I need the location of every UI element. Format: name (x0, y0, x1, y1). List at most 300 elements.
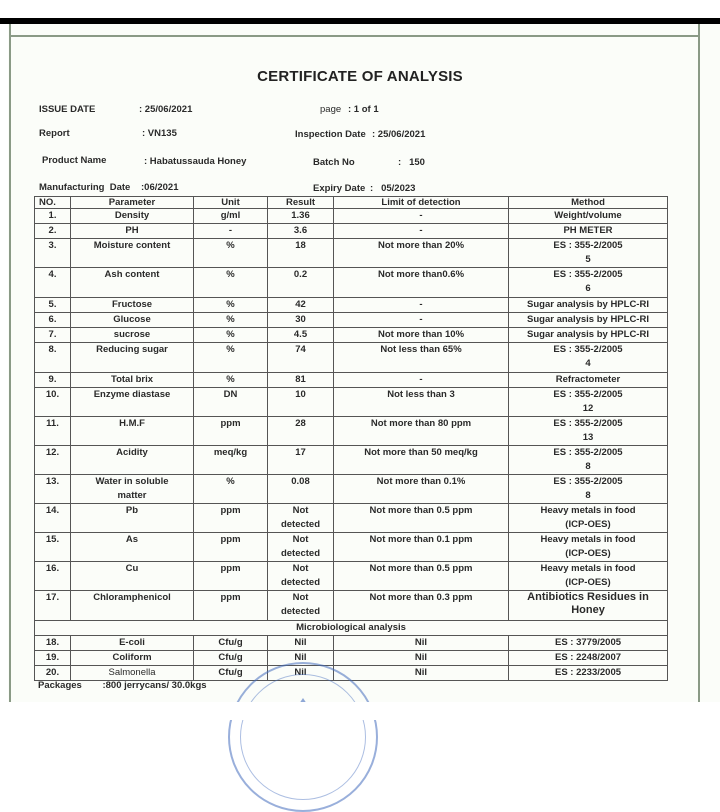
result-cell-text: Nil (294, 667, 307, 678)
result-cell-text: 10 (295, 389, 306, 400)
row-number-text: 8. (48, 344, 57, 355)
table-row (35, 636, 668, 651)
limit-cell (334, 224, 509, 239)
result-cell-text: 81 (295, 374, 306, 385)
row-number (35, 666, 71, 681)
row-number (35, 298, 71, 313)
row-number (35, 373, 71, 388)
row-number (35, 417, 71, 446)
result-cell-text: 28 (295, 418, 306, 429)
limit-cell-text: Not more than 0.3 ppm (369, 592, 473, 603)
limit-cell-text: Nil (414, 637, 428, 648)
limit-cell-text: Not less than 65% (380, 344, 462, 355)
row-number (35, 209, 71, 224)
limit-cell-text: Not more than 50 meq/kg (364, 447, 478, 458)
parameter-cell (71, 562, 194, 591)
limit-cell (334, 591, 509, 621)
row-number (35, 475, 71, 504)
limit-cell (334, 651, 509, 666)
unit-cell-text: ppm (220, 505, 241, 516)
row-number-text: 4. (48, 269, 57, 280)
limit-cell (334, 313, 509, 328)
section-title-microbiological: Microbiological analysis (35, 621, 668, 636)
row-number (35, 224, 71, 239)
method-cell-text: ES : 2248/2007 (554, 652, 622, 663)
unit-cell-text: ppm (220, 563, 241, 574)
parameter-cell-text: Salmonella (108, 667, 156, 678)
method-cell (509, 562, 668, 591)
unit-cell-text: % (226, 476, 235, 487)
parameter-cell-text: Glucose (113, 314, 151, 325)
parameter-cell (71, 268, 194, 298)
row-number (35, 239, 71, 268)
unit-cell-text: % (226, 269, 235, 280)
method-cell-text: Antibiotics Residues in (527, 591, 649, 603)
row-number-text: 18. (45, 637, 60, 648)
parameter-cell-text-line2: matter (117, 490, 147, 501)
unit-cell-text: Cfu/g (218, 637, 243, 648)
parameter-cell-text: Density (114, 210, 150, 221)
parameter-cell-text: sucrose (113, 329, 151, 340)
method-cell (509, 239, 668, 268)
method-cell-text-line2: 6 (585, 283, 591, 294)
row-number-text: 1. (48, 210, 57, 221)
table-row (35, 417, 668, 446)
table-row (35, 239, 668, 268)
column-header-no: NO. (35, 197, 71, 209)
result-cell (268, 343, 334, 373)
method-cell-text-line2: (ICP-OES) (565, 577, 611, 588)
limit-cell-text: - (419, 225, 423, 236)
limit-cell-text: Not more than 0.1% (376, 476, 466, 487)
unit-cell (194, 562, 268, 591)
parameter-cell-text: E-coli (119, 637, 145, 648)
result-cell-text: 17 (295, 447, 306, 458)
method-cell-text-line2: 8 (585, 490, 591, 501)
column-header-method: Method (509, 197, 668, 209)
row-number-text: 11. (46, 418, 59, 429)
parameter-cell-text: Pb (125, 505, 139, 516)
unit-cell-text: ppm (220, 592, 241, 603)
method-cell (509, 343, 668, 373)
unit-cell-text: ppm (220, 418, 241, 429)
column-header-unit: Unit (194, 197, 268, 209)
result-cell-text-line2: detected (280, 519, 321, 530)
limit-cell (334, 562, 509, 591)
manufacturing-date-value: :06/2021 (141, 182, 179, 193)
result-cell (268, 417, 334, 446)
method-cell-text: ES : 355-2/2005 (553, 240, 623, 251)
row-number (35, 636, 71, 651)
limit-cell (334, 373, 509, 388)
method-cell-text: Sugar analysis by HPLC-RI (527, 314, 649, 325)
method-cell (509, 666, 668, 681)
method-cell-text: Sugar analysis by HPLC-RI (527, 329, 649, 340)
table-row (35, 313, 668, 328)
result-cell-text: 30 (295, 314, 306, 325)
row-number (35, 268, 71, 298)
unit-cell (194, 388, 268, 417)
unit-cell-text: DN (223, 389, 238, 400)
parameter-cell-text: Coliform (112, 652, 152, 663)
result-cell-text-line2: detected (280, 577, 321, 588)
parameter-cell-text: Chloramphenicol (93, 592, 171, 603)
parameter-cell (71, 533, 194, 562)
table-row (35, 446, 668, 475)
unit-cell (194, 224, 268, 239)
limit-cell (334, 268, 509, 298)
parameter-cell-text: Water in soluble (95, 476, 169, 487)
analysis-table (34, 196, 668, 681)
method-cell (509, 533, 668, 562)
product-name-value: : Habatussauda Honey (144, 156, 247, 167)
inspection-date-value: : 25/06/2021 (372, 129, 426, 140)
unit-cell (194, 475, 268, 504)
unit-cell-text: % (226, 344, 235, 355)
result-cell-text: 42 (295, 299, 306, 310)
unit-cell (194, 239, 268, 268)
limit-cell (334, 298, 509, 313)
method-cell-text-line2: 12 (582, 403, 594, 414)
parameter-cell (71, 636, 194, 651)
unit-cell (194, 504, 268, 533)
parameter-cell-text: Fructose (111, 299, 153, 310)
table-row (35, 268, 668, 298)
limit-cell-text: Not more than 20% (377, 240, 465, 251)
table-row (35, 666, 668, 681)
parameter-cell-text: Ash content (104, 269, 160, 280)
column-header-parameter: Parameter (71, 197, 194, 209)
inspection-date-label: Inspection Date (295, 129, 366, 140)
result-cell-text: Not (292, 563, 309, 574)
table-header-row (35, 197, 668, 209)
method-cell-text: ES : 355-2/2005 (553, 447, 623, 458)
method-cell (509, 313, 668, 328)
row-number (35, 388, 71, 417)
limit-cell (334, 475, 509, 504)
result-cell (268, 313, 334, 328)
unit-cell-text: - (228, 225, 233, 236)
row-number-text: 5. (48, 299, 57, 310)
row-number (35, 562, 71, 591)
document-title: CERTIFICATE OF ANALYSIS (257, 68, 463, 85)
result-cell (268, 388, 334, 417)
result-cell (268, 562, 334, 591)
method-cell (509, 504, 668, 533)
unit-cell-text: % (226, 374, 235, 385)
method-cell-text: Heavy metals in food (540, 563, 636, 574)
result-cell-text: 4.5 (293, 329, 308, 340)
column-header-result: Result (268, 197, 334, 209)
unit-cell-text: % (226, 314, 235, 325)
limit-cell (334, 328, 509, 343)
parameter-cell (71, 328, 194, 343)
result-cell (268, 533, 334, 562)
batch-no-label: Batch No (313, 157, 355, 168)
method-cell-text: Heavy metals in food (540, 505, 636, 516)
parameter-cell-text: Total brix (110, 374, 154, 385)
unit-cell (194, 636, 268, 651)
parameter-cell-text: Moisture content (93, 240, 171, 251)
packages-info (38, 680, 207, 691)
limit-cell (334, 504, 509, 533)
result-cell (268, 298, 334, 313)
parameter-cell-text: Cu (125, 563, 139, 574)
result-cell (268, 328, 334, 343)
table-row (35, 298, 668, 313)
method-cell-text: Heavy metals in food (540, 534, 636, 545)
method-cell (509, 636, 668, 651)
method-cell (509, 373, 668, 388)
result-cell-text: Nil (294, 637, 307, 648)
unit-cell (194, 446, 268, 475)
result-cell (268, 209, 334, 224)
method-cell (509, 651, 668, 666)
bottom-margin (0, 702, 720, 720)
method-cell-text: PH METER (563, 225, 613, 236)
limit-cell-text: - (419, 374, 423, 385)
method-cell-text: ES : 355-2/2005 (553, 269, 623, 280)
unit-cell (194, 328, 268, 343)
limit-cell (334, 666, 509, 681)
parameter-cell (71, 475, 194, 504)
method-cell (509, 388, 668, 417)
table-row (35, 224, 668, 239)
method-cell-text: ES : 355-2/2005 (553, 344, 623, 355)
manufacturing-date-label: Manufacturing Date (39, 182, 131, 193)
method-cell-text: ES : 3779/2005 (554, 637, 622, 648)
limit-cell-text: - (419, 314, 423, 325)
result-cell (268, 475, 334, 504)
report-value: : VN135 (142, 128, 177, 139)
limit-cell (334, 388, 509, 417)
table-row (35, 591, 668, 621)
result-cell (268, 446, 334, 475)
limit-cell-text: - (419, 210, 423, 221)
page-frame-top (11, 35, 698, 37)
unit-cell-text: ppm (220, 534, 241, 545)
method-cell (509, 475, 668, 504)
parameter-cell (71, 417, 194, 446)
limit-cell-text: Nil (414, 667, 428, 678)
row-number-text: 3. (48, 240, 57, 251)
limit-cell-text: Not more than 0.1 ppm (369, 534, 473, 545)
unit-cell (194, 313, 268, 328)
limit-cell (334, 343, 509, 373)
result-cell-text: 18 (295, 240, 306, 251)
limit-cell (334, 636, 509, 651)
row-number-text: 2. (48, 225, 57, 236)
parameter-cell (71, 224, 194, 239)
table-row (35, 504, 668, 533)
page-frame-left (9, 24, 11, 720)
method-cell-text: ES : 355-2/2005 (553, 476, 623, 487)
row-number (35, 328, 71, 343)
parameter-cell-text: As (125, 534, 139, 545)
method-cell-text-line2: (ICP-OES) (565, 519, 611, 530)
method-cell-text-line2: Honey (571, 604, 605, 616)
parameter-cell (71, 298, 194, 313)
row-number-text: 6. (48, 314, 57, 325)
limit-cell (334, 446, 509, 475)
row-number (35, 446, 71, 475)
official-stamp-inner-ring (240, 674, 366, 800)
result-cell (268, 504, 334, 533)
parameter-cell-text: PH (125, 225, 139, 236)
issue-date-value: : 25/06/2021 (139, 104, 193, 115)
method-cell-text: ES : 355-2/2005 (553, 389, 623, 400)
report-label: Report (39, 128, 70, 139)
method-cell-text-line2: 5 (585, 254, 591, 265)
row-number (35, 504, 71, 533)
method-cell-text-line2: 4 (585, 358, 591, 369)
parameter-cell (71, 666, 194, 681)
section-row-microbiological (35, 621, 668, 636)
table-row (35, 373, 668, 388)
method-cell-text: Sugar analysis by HPLC-RI (527, 299, 649, 310)
unit-cell-text: Cfu/g (218, 652, 243, 663)
parameter-cell (71, 313, 194, 328)
method-cell-text: Refractometer (555, 374, 621, 385)
result-cell (268, 224, 334, 239)
product-name-label: Product Name (42, 155, 107, 166)
result-cell (268, 268, 334, 298)
limit-cell (334, 239, 509, 268)
table-row (35, 651, 668, 666)
table-row (35, 388, 668, 417)
table-row (35, 475, 668, 504)
method-cell-text-line2: (ICP-OES) (565, 548, 611, 559)
parameter-cell (71, 504, 194, 533)
limit-cell (334, 209, 509, 224)
result-cell-text: 3.6 (293, 225, 308, 236)
method-cell (509, 591, 668, 621)
unit-cell (194, 533, 268, 562)
method-cell (509, 446, 668, 475)
result-cell-text: 74 (295, 344, 306, 355)
result-cell-text: Not (292, 592, 309, 603)
result-cell (268, 239, 334, 268)
unit-cell (194, 591, 268, 621)
parameter-cell (71, 591, 194, 621)
result-cell-text-line2: detected (280, 548, 321, 559)
limit-cell (334, 417, 509, 446)
unit-cell-text: % (226, 329, 235, 340)
row-number (35, 313, 71, 328)
unit-cell (194, 268, 268, 298)
limit-cell-text: Not more than0.6% (377, 269, 465, 280)
method-cell-text: ES : 2233/2005 (554, 667, 622, 678)
limit-cell-text: - (419, 299, 423, 310)
result-cell (268, 636, 334, 651)
row-number-text: 10. (45, 389, 60, 400)
page-frame-right (698, 24, 700, 720)
method-cell (509, 224, 668, 239)
unit-cell-text: % (226, 240, 235, 251)
method-cell (509, 417, 668, 446)
parameter-cell (71, 373, 194, 388)
row-number (35, 591, 71, 621)
row-number (35, 343, 71, 373)
row-number-text: 17. (45, 592, 60, 603)
method-cell-text-line2: 8 (585, 461, 591, 472)
parameter-cell (71, 388, 194, 417)
result-cell-text: 1.36 (291, 210, 310, 221)
row-number-text: 12. (45, 447, 60, 458)
unit-cell (194, 417, 268, 446)
packages-label: Packages (38, 680, 82, 691)
row-number-text: 9. (48, 374, 57, 385)
limit-cell-text: Not more than 0.5 ppm (369, 563, 473, 574)
method-cell (509, 268, 668, 298)
method-cell (509, 209, 668, 224)
result-cell-text: Not (292, 534, 309, 545)
parameter-cell (71, 343, 194, 373)
parameter-cell (71, 651, 194, 666)
parameter-cell (71, 209, 194, 224)
row-number-text: 15. (45, 534, 60, 545)
result-cell-text: Nil (294, 652, 307, 663)
method-cell-text-line2: 13 (582, 432, 594, 443)
table-row (35, 209, 668, 224)
issue-date-label: ISSUE DATE (39, 104, 96, 115)
result-cell (268, 591, 334, 621)
unit-cell-text: % (226, 299, 235, 310)
table-row (35, 343, 668, 373)
packages-value: :800 jerrycans/ 30.0kgs (102, 680, 207, 691)
method-cell-text: Weight/volume (554, 210, 622, 221)
unit-cell (194, 298, 268, 313)
unit-cell-text: g/ml (220, 210, 241, 221)
unit-cell (194, 209, 268, 224)
expiry-date-value: : 05/2023 (370, 183, 416, 194)
result-cell (268, 373, 334, 388)
row-number-text: 20. (45, 667, 60, 678)
page-label: page (320, 104, 342, 115)
unit-cell (194, 343, 268, 373)
expiry-date-label: Expiry Date (313, 183, 366, 194)
page-value: : 1 of 1 (348, 104, 379, 115)
method-cell (509, 298, 668, 313)
parameter-cell (71, 446, 194, 475)
table-row (35, 562, 668, 591)
unit-cell (194, 651, 268, 666)
limit-cell-text: Not more than 10% (377, 329, 465, 340)
parameter-cell-text: Enzyme diastase (93, 389, 171, 400)
limit-cell-text: Nil (414, 652, 428, 663)
limit-cell (334, 533, 509, 562)
result-cell-text: 0.2 (293, 269, 308, 280)
row-number (35, 533, 71, 562)
result-cell-text: Not (292, 505, 309, 516)
method-cell (509, 328, 668, 343)
parameter-cell-text: H.M.F (119, 418, 145, 429)
method-cell-text: ES : 355-2/2005 (553, 418, 623, 429)
row-number-text: 7. (48, 329, 57, 340)
parameter-cell-text: Reducing sugar (96, 344, 168, 355)
limit-cell-text: Not more than 0.5 ppm (369, 505, 473, 516)
batch-no-value: : 150 (398, 157, 425, 168)
row-number-text: 14. (45, 505, 60, 516)
row-number (35, 651, 71, 666)
result-cell-text-line2: detected (280, 606, 321, 617)
parameter-cell (71, 239, 194, 268)
table-row (35, 328, 668, 343)
limit-cell-text: Not more than 80 ppm (370, 418, 472, 429)
row-number-text: 13. (45, 476, 60, 487)
unit-cell (194, 373, 268, 388)
limit-cell-text: Not less than 3 (387, 389, 455, 400)
